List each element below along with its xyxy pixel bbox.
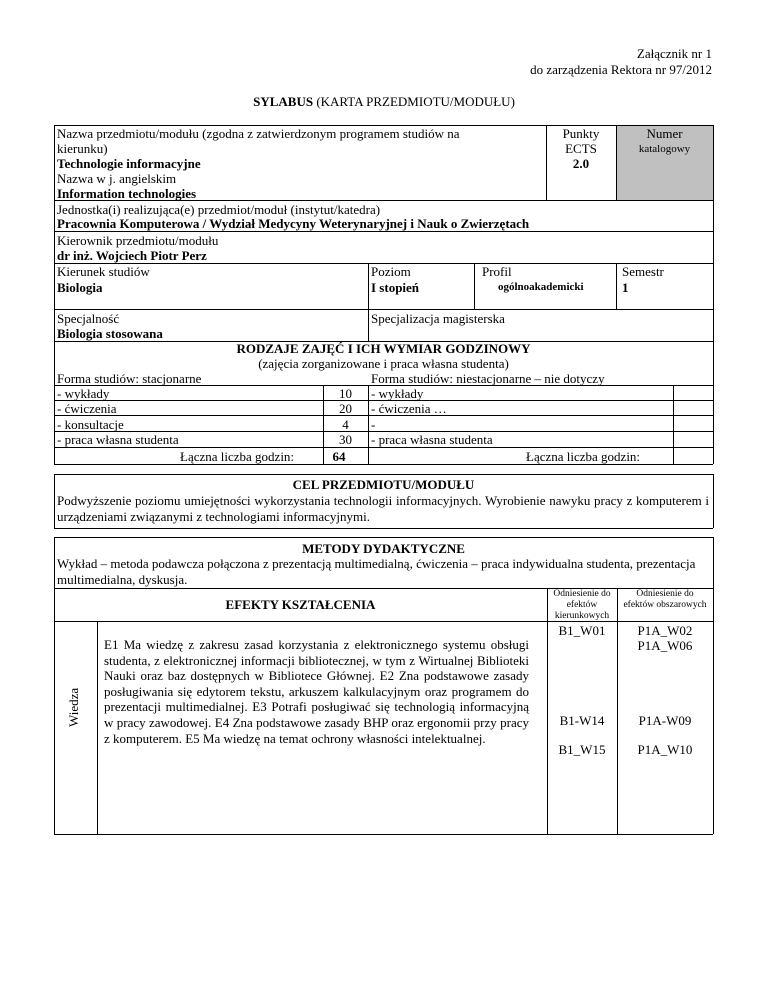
level-value: I stopień	[371, 280, 420, 295]
table-border	[54, 474, 713, 475]
table-border	[54, 834, 713, 835]
course-head: dr inż. Wojciech Piotr Perz	[57, 248, 207, 263]
hours-title: RODZAJE ZAJĘĆ I ICH WYMIAR GODZINOWY	[236, 341, 531, 356]
stationary-total-value: 64	[332, 449, 346, 464]
table-border	[713, 125, 714, 341]
table-border	[54, 464, 713, 465]
ref-area-header: Odniesienie do efektów obszarowych	[623, 589, 707, 610]
effects-description: E1 Ma wiedzę z zakresu zasad korzystania z elektronicznego systemu obsługi studenta, z elektronicznej informacji bibliotecznej, w tym z Wirtualnej Biblioteki Nauki oraz baz dostępnych w Bibliotece Głównej. E2 Zna podstawowe zasady posługiwania się edytorem tekstu, arkuszem kalkulacyjnym oraz programem do prezentacji multimedialnej. E3 Potrafi posługiwać się technologią informacyjną w pracy zawodowej. E4 Zna podstawowe zasady BHP oraz ergonomii przy pracy z komputerem. E5 Ma wiedzę na temat ochrony własności intelektualnej.	[104, 637, 529, 746]
nonstationary-selfwork-label: - praca własna studenta	[371, 432, 493, 447]
semester-value: 1	[622, 280, 629, 295]
profile-value: ogólnoakademicki	[498, 281, 584, 293]
table-border	[673, 385, 674, 464]
level-label: Poziom	[371, 264, 411, 279]
nonstationary-exercises-label: - ćwiczenia …	[371, 401, 447, 416]
effects-category-knowledge: Wiedza	[66, 687, 81, 727]
semester-label: Semestr	[622, 264, 664, 279]
nonstationary-lectures-label: - wykłady	[371, 386, 424, 401]
stationary-selfwork-label: - praca własna studenta	[57, 432, 179, 447]
goal-title: CEL PRZEDMIOTU/MODUŁU	[292, 477, 475, 492]
catalog-label-cont: katalogowy	[638, 143, 691, 155]
course-en-name: Information technologies	[57, 186, 197, 201]
methods-title: METODY DYDAKTYCZNE	[302, 541, 465, 556]
table-border	[54, 528, 713, 529]
attachment-line-1: Załącznik nr 1	[636, 46, 712, 61]
ects-label: Punkty	[562, 126, 600, 141]
ref-area-3: P1A_W10	[637, 742, 693, 757]
table-border	[474, 263, 475, 309]
table-border	[54, 447, 713, 448]
ref-field-header: Odniesienie do efektów kierunkowych	[553, 589, 611, 621]
stationary-exercises-label: - ćwiczenia	[57, 401, 117, 416]
table-border	[54, 537, 55, 834]
ref-area-1b: P1A_W06	[637, 638, 693, 653]
course-name: Technologie informacyjne	[57, 156, 201, 171]
ref-field-1: B1_W01	[558, 623, 606, 638]
profile-label: Profil	[482, 264, 512, 279]
table-border	[713, 537, 714, 834]
stationary-form-label: Forma studiów: stacjonarne	[57, 371, 202, 386]
stationary-lectures-value: 10	[339, 386, 352, 401]
table-border	[97, 621, 98, 834]
course-name-label: Nazwa przedmiotu/modułu (zgodna z zatwierdzonym programem studiów na	[57, 126, 460, 141]
master-specialization-label: Specjalizacja magisterska	[371, 311, 505, 326]
table-border	[54, 537, 713, 538]
ects-label-cont: ECTS	[565, 141, 597, 156]
course-en-label: Nazwa w j. angielskim	[57, 171, 177, 186]
stationary-exercises-value: 20	[339, 401, 352, 416]
goal-text: Podwyższenie poziomu umiejętności wykorzystania technologii informacyjnych. Wyrobienie nawyku pracy z komputerem i urządzeniami związanymi z technologiami informacyjnymi.	[57, 493, 709, 524]
catalog-label: Numer	[646, 126, 683, 141]
course-head-label: Kierownik przedmiotu/modułu	[57, 233, 219, 248]
document-title	[0, 94, 768, 110]
ref-field-3: B1_W15	[558, 742, 606, 757]
nonstationary-other-label: -	[371, 417, 376, 432]
table-border	[616, 263, 617, 309]
ects-value: 2.0	[572, 156, 590, 171]
table-border	[54, 231, 713, 232]
hours-subtitle: (zajęcia zorganizowane i praca własna studenta)	[258, 356, 509, 371]
specialty-value: Biologia stosowana	[57, 326, 163, 341]
nonstationary-form-label: Forma studiów: niestacjonarne – nie dotyczy	[371, 371, 605, 386]
table-border	[713, 341, 714, 464]
stationary-consultations-value: 4	[342, 417, 349, 432]
document-title-rest: (KARTA PRZEDMIOTU/MODUŁU)	[313, 94, 515, 109]
specialty-label: Specjalność	[57, 311, 120, 326]
stationary-selfwork-value: 30	[339, 432, 352, 447]
attachment-line-2: do zarządzenia Rektora nr 97/2012	[530, 62, 712, 77]
ref-field-2: B1-W14	[559, 713, 605, 728]
ref-area-1a: P1A_W02	[637, 623, 693, 638]
field-label: Kierunek studiów	[57, 264, 150, 279]
stationary-consultations-label: - konsultacje	[57, 417, 124, 432]
table-border	[54, 309, 713, 310]
table-border	[54, 621, 713, 622]
unit-name: Pracownia Komputerowa / Wydział Medycyny Weterynaryjnej i Nauk o Zwierzętach	[57, 216, 530, 231]
attachment-note	[530, 46, 712, 78]
course-name-label-cont: kierunku)	[57, 141, 108, 156]
document-title-bold: SYLABUS	[253, 94, 314, 109]
table-border	[713, 474, 714, 528]
stationary-lectures-label: - wykłady	[57, 386, 110, 401]
effects-title: EFEKTY KSZTAŁCENIA	[225, 597, 376, 612]
nonstationary-total-label: Łączna liczba godzin:	[526, 449, 641, 464]
ref-area-2: P1A-W09	[638, 713, 692, 728]
methods-text: Wykład – metoda podawcza połączona z prezentacją multimedialną, ćwiczenia – praca indywidualna studenta, prezentacja multimedialna, dyskusja.	[57, 556, 696, 587]
field-value: Biologia	[57, 280, 103, 295]
table-border	[368, 385, 369, 464]
table-border	[368, 263, 369, 341]
stationary-total-label: Łączna liczba godzin:	[180, 449, 295, 464]
unit-label: Jednostka(i) realizująca(e) przedmiot/moduł (instytut/katedra)	[57, 202, 381, 217]
table-border	[54, 588, 713, 589]
